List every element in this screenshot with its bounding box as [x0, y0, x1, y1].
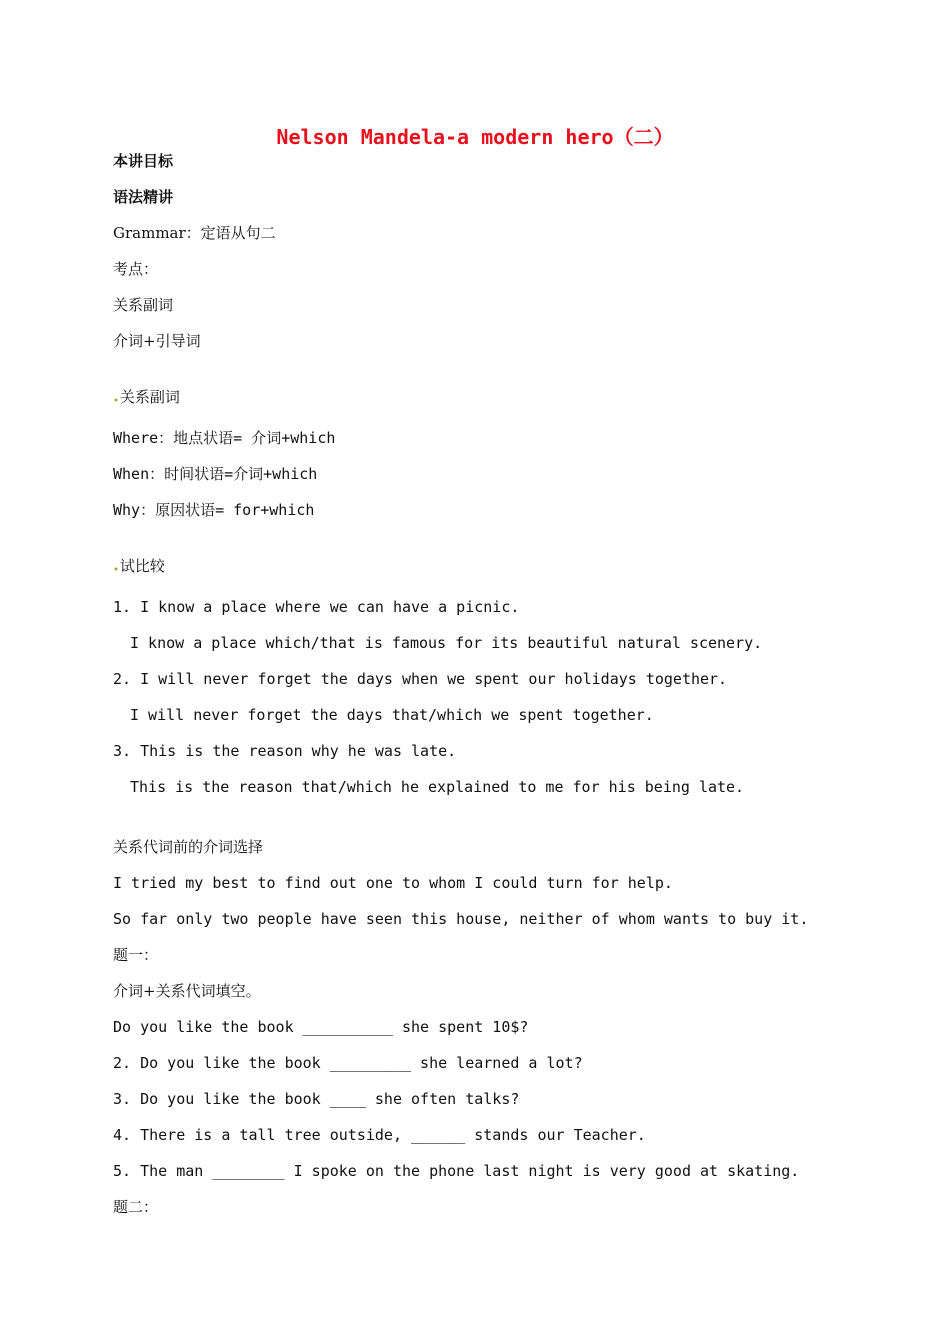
compare-sentence-1b: I know a place which/that is famous for its beautiful natural scenery.	[130, 634, 763, 652]
prep-heading: 关系代词前的介词选择	[113, 838, 264, 856]
key-point-2: 介词+引导词	[113, 332, 201, 350]
prep-example-2: So far only two people have seen this house, neither of whom wants to buy it.	[113, 910, 809, 928]
relative-adverbs-label: 关系副词	[119, 388, 180, 406]
document-title: Nelson Mandela-a modern hero（二）	[276, 125, 674, 149]
kaodian-label: 考点：	[113, 260, 159, 278]
compare-heading	[113, 556, 165, 579]
compare-sentence-2b: I will never forget the days that/which we spent together.	[130, 706, 654, 724]
compare-sentence-3a: 3. This is the reason why he was late.	[113, 742, 457, 760]
section-grammar-heading: 语法精讲	[113, 188, 174, 206]
compare-sentence-2a: 2. I will never forget the days when we spent our holidays together.	[113, 670, 728, 688]
bullet-dot: •	[113, 565, 119, 576]
exercise-1-item: 5. The man ________ I spoke on the phone last night is very good at skating.	[113, 1162, 800, 1180]
rule-where: Where：地点状语= 介词+which	[113, 429, 336, 447]
exercise-1-heading: 题一：	[113, 946, 159, 964]
exercise-1-item: Do you like the book __________ she spent 10$?	[113, 1018, 529, 1036]
exercise-1-instruction: 介词+关系代词填空。	[113, 982, 261, 1000]
grammar-topic: Grammar：定语从句二	[113, 224, 276, 242]
key-point-1: 关系副词	[113, 296, 174, 314]
compare-label: 试比较	[119, 557, 165, 575]
compare-sentence-3b: This is the reason that/which he explained to me for his being late.	[130, 778, 745, 796]
rule-when: When：时间状语=介词+which	[113, 465, 318, 483]
exercise-1-item: 3. Do you like the book ____ she often talks?	[113, 1090, 520, 1108]
section-goals-heading: 本讲目标	[113, 152, 174, 170]
rule-why: Why：原因状语= for+which	[113, 501, 315, 519]
bullet-dot: •	[113, 396, 119, 407]
relative-adverbs-heading	[113, 387, 180, 410]
exercise-1-item: 4. There is a tall tree outside, ______ stands our Teacher.	[113, 1126, 646, 1144]
exercise-2-heading: 题二：	[113, 1198, 159, 1216]
compare-sentence-1a: 1. I know a place where we can have a picnic.	[113, 598, 520, 616]
exercise-1-item: 2. Do you like the book _________ she learned a lot?	[113, 1054, 583, 1072]
prep-example-1: I tried my best to find out one to whom I could turn for help.	[113, 874, 673, 892]
